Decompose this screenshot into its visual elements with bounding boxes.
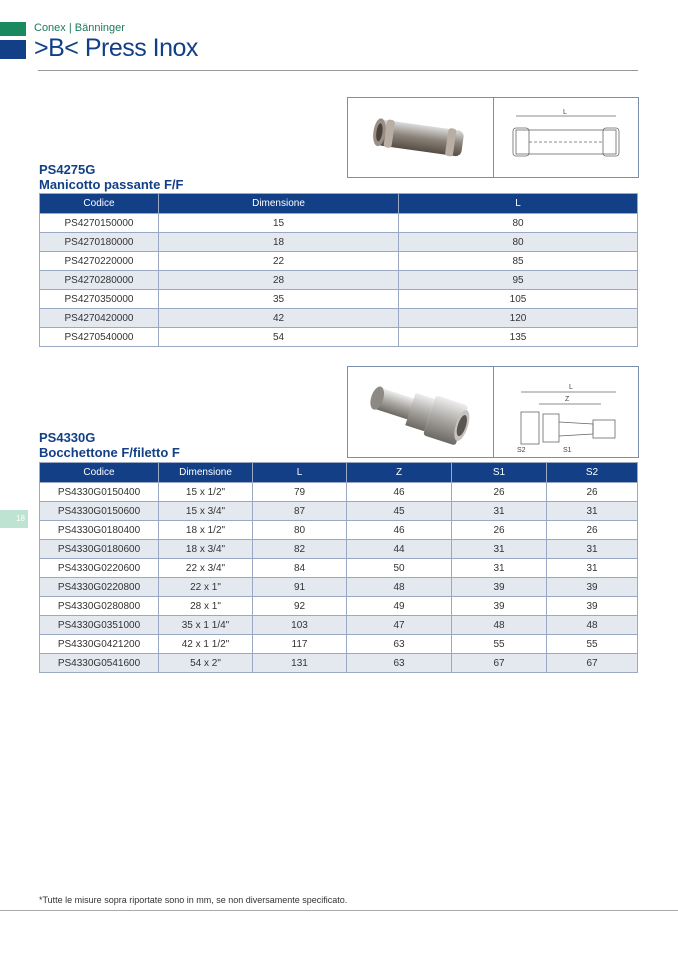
table-cell: 22 <box>159 252 399 271</box>
table-row <box>40 502 638 521</box>
table-cell: 18 x 1/2" <box>159 521 253 540</box>
table-cell: 39 <box>547 597 638 616</box>
product-image-box-1 <box>347 97 639 178</box>
table-header <box>40 463 638 483</box>
section-code: PS4330G <box>39 430 96 445</box>
table-cell: PS4270150000 <box>40 214 159 233</box>
table-cell: 49 <box>347 597 452 616</box>
table-cell: 48 <box>347 578 452 597</box>
table-cell: 47 <box>347 616 452 635</box>
table-cell: 117 <box>253 635 347 654</box>
coupling-diagram <box>493 98 639 177</box>
table-cell: 31 <box>547 502 638 521</box>
table-cell: 26 <box>547 521 638 540</box>
table-cell: 48 <box>547 616 638 635</box>
table-cell: 28 x 1" <box>159 597 253 616</box>
section-name: Bocchettone F/filetto F <box>39 445 180 460</box>
table-row <box>40 635 638 654</box>
svg-text:Z: Z <box>564 396 570 403</box>
table-cell: 31 <box>547 540 638 559</box>
table-cell: 54 <box>159 328 399 347</box>
table-cell: 85 <box>399 252 638 271</box>
table-cell: 35 <box>159 290 399 309</box>
table-cell: 80 <box>399 214 638 233</box>
divider <box>38 70 638 71</box>
table-cell: PS4330G0180400 <box>40 521 159 540</box>
table-header <box>40 194 638 214</box>
table-cell: 80 <box>399 233 638 252</box>
table-cell: 91 <box>253 578 347 597</box>
table-cell: 80 <box>253 521 347 540</box>
col-header: S1 <box>452 463 547 483</box>
table-row <box>40 214 638 233</box>
table-ps4275g <box>39 193 638 347</box>
table-cell: 46 <box>347 483 452 502</box>
table-cell: 39 <box>452 597 547 616</box>
table-cell: PS4270350000 <box>40 290 159 309</box>
table-cell: 63 <box>347 635 452 654</box>
table-ps4330g <box>39 462 638 673</box>
table-row <box>40 578 638 597</box>
table-row <box>40 559 638 578</box>
table-cell: 44 <box>347 540 452 559</box>
table-row <box>40 328 638 347</box>
table-row <box>40 252 638 271</box>
svg-text:L: L <box>562 108 567 116</box>
table-row <box>40 483 638 502</box>
table-cell: PS4330G0280800 <box>40 597 159 616</box>
table-cell: 28 <box>159 271 399 290</box>
table-cell: 31 <box>452 540 547 559</box>
table-cell: 26 <box>547 483 638 502</box>
col-header: L <box>253 463 347 483</box>
table-cell: PS4330G0351000 <box>40 616 159 635</box>
union-diagram <box>493 367 639 457</box>
table-cell: 22 x 1" <box>159 578 253 597</box>
table-cell: 18 x 3/4" <box>159 540 253 559</box>
table-cell: 55 <box>547 635 638 654</box>
table-row <box>40 597 638 616</box>
table-cell: 55 <box>452 635 547 654</box>
table-cell: PS4330G0150600 <box>40 502 159 521</box>
table-cell: 92 <box>253 597 347 616</box>
table-cell: 54 x 2" <box>159 654 253 673</box>
table-cell: PS4330G0180600 <box>40 540 159 559</box>
table-cell: 63 <box>347 654 452 673</box>
table-cell: PS4330G0541600 <box>40 654 159 673</box>
table-cell: 46 <box>347 521 452 540</box>
col-header: Dimensione <box>159 194 399 214</box>
table-cell: 39 <box>547 578 638 597</box>
table-cell: PS4270220000 <box>40 252 159 271</box>
table-cell: 135 <box>399 328 638 347</box>
table-cell: 26 <box>452 483 547 502</box>
table-row <box>40 616 638 635</box>
table-cell: PS4270280000 <box>40 271 159 290</box>
divider <box>0 910 678 911</box>
brand-bar-blue <box>0 40 26 59</box>
table-cell: 67 <box>547 654 638 673</box>
table-cell: 39 <box>452 578 547 597</box>
table-cell: PS4330G0421200 <box>40 635 159 654</box>
section-name: Manicotto passante F/F <box>39 177 184 192</box>
table-cell: 15 x 3/4" <box>159 502 253 521</box>
svg-text:L: L <box>568 384 573 391</box>
table-cell: PS4330G0220600 <box>40 559 159 578</box>
brand-bar-green <box>0 22 26 36</box>
table-cell: 67 <box>452 654 547 673</box>
table-cell: 31 <box>547 559 638 578</box>
section-code: PS4275G <box>39 162 96 177</box>
table-cell: 79 <box>253 483 347 502</box>
table-cell: 42 x 1 1/2" <box>159 635 253 654</box>
table-cell: 42 <box>159 309 399 328</box>
table-cell: PS4270420000 <box>40 309 159 328</box>
page-title: >B< Press Inox <box>34 34 198 62</box>
table-cell: 105 <box>399 290 638 309</box>
table-cell: 31 <box>452 502 547 521</box>
col-header: L <box>399 194 638 214</box>
table-cell: 95 <box>399 271 638 290</box>
col-header: Z <box>347 463 452 483</box>
col-header: Codice <box>40 463 159 483</box>
table-cell: 131 <box>253 654 347 673</box>
table-cell: 82 <box>253 540 347 559</box>
table-cell: PS4270180000 <box>40 233 159 252</box>
table-cell: 120 <box>399 309 638 328</box>
table-row <box>40 271 638 290</box>
table-row <box>40 290 638 309</box>
table-cell: 35 x 1 1/4" <box>159 616 253 635</box>
col-header: S2 <box>547 463 638 483</box>
footnote: *Tutte le misure sopra riportate sono in mm, se non diversamente specificato. <box>39 895 348 905</box>
table-cell: PS4330G0150400 <box>40 483 159 502</box>
table-row <box>40 521 638 540</box>
col-header: Codice <box>40 194 159 214</box>
table-cell: 84 <box>253 559 347 578</box>
col-header: Dimensione <box>159 463 253 483</box>
union-photo <box>348 367 493 457</box>
table-row <box>40 309 638 328</box>
product-image-box-2 <box>347 366 639 458</box>
table-cell: PS4330G0220800 <box>40 578 159 597</box>
table-cell: 15 x 1/2" <box>159 483 253 502</box>
table-cell: 50 <box>347 559 452 578</box>
svg-text:S1: S1 <box>562 447 572 452</box>
table-row <box>40 540 638 559</box>
coupling-photo <box>348 98 493 177</box>
table-cell: 103 <box>253 616 347 635</box>
table-cell: 45 <box>347 502 452 521</box>
table-cell: 18 <box>159 233 399 252</box>
page-number: 18 <box>0 510 28 528</box>
table-cell: 22 x 3/4" <box>159 559 253 578</box>
brand-name: Conex | Bänninger <box>34 22 125 34</box>
table-cell: 31 <box>452 559 547 578</box>
table-cell: 26 <box>452 521 547 540</box>
table-cell: 87 <box>253 502 347 521</box>
table-cell: 15 <box>159 214 399 233</box>
table-row <box>40 654 638 673</box>
table-cell: PS4270540000 <box>40 328 159 347</box>
table-cell: 48 <box>452 616 547 635</box>
table-row <box>40 233 638 252</box>
svg-text:S2: S2 <box>516 447 526 452</box>
